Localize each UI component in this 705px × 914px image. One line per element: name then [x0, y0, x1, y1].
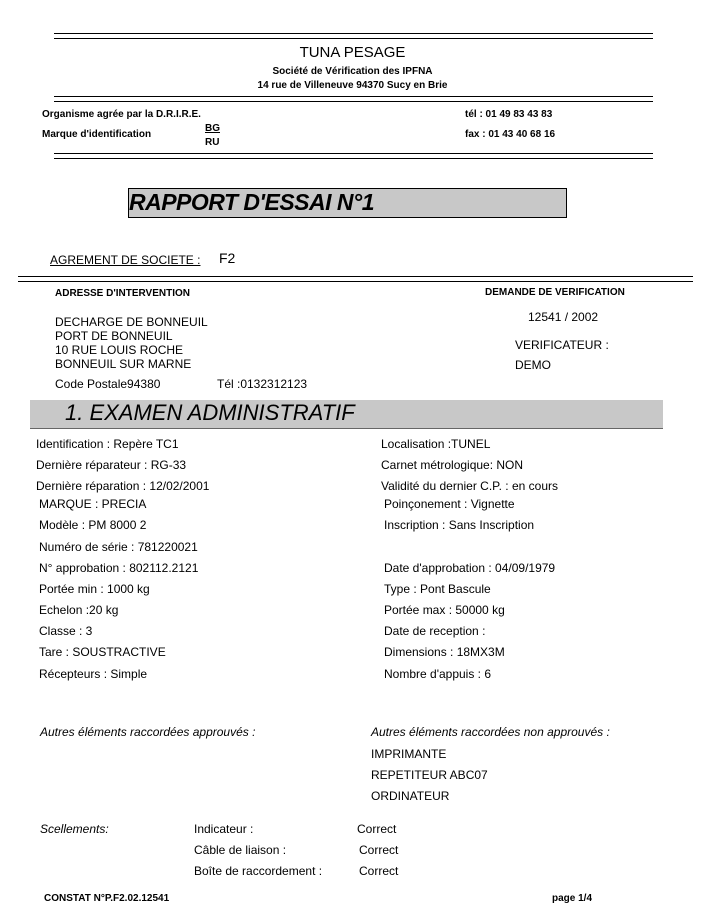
- marque-code-top: BG: [205, 123, 220, 134]
- field-modele: Modèle : PM 8000 2: [39, 518, 147, 532]
- agrement-label: AGREMENT DE SOCIETE :: [50, 253, 201, 267]
- scellement-cable: Câble de liaison :: [194, 843, 287, 857]
- scellement-indicateur-status: Correct: [357, 822, 397, 836]
- autres-item-ordinateur: ORDINATEUR: [371, 789, 450, 803]
- field-recepteurs: Récepteurs : Simple: [39, 667, 148, 681]
- intervention-line-2: PORT DE BONNEUIL: [55, 329, 173, 343]
- field-derniere-reparation: Dernière réparation : 12/02/2001: [36, 479, 210, 493]
- agrement-value: F2: [219, 250, 236, 266]
- demande-label: DEMANDE DE VERIFICATION: [485, 287, 625, 298]
- field-numero-approbation: N° approbation : 802112.2121: [39, 561, 199, 575]
- section-title: 1. EXAMEN ADMINISTRATIF: [65, 400, 355, 425]
- autres-item-imprimante: IMPRIMANTE: [371, 747, 447, 761]
- field-portee-max: Portée max : 50000 kg: [384, 603, 505, 617]
- fax: fax : 01 43 40 68 16: [465, 129, 556, 140]
- footer-constat: CONSTAT N°P.F2.02.12541: [44, 893, 170, 904]
- report-title: RAPPORT D'ESSAI N°1: [129, 189, 375, 215]
- intervention-line-4: BONNEUIL SUR MARNE: [55, 357, 192, 371]
- intervention-tel: Tél :0132312123: [217, 377, 308, 391]
- footer-page: page 1/4: [552, 893, 593, 904]
- header-rule-bottom: [54, 153, 653, 159]
- organisme-label: Organisme agrée par la D.R.I.R.E.: [42, 109, 201, 120]
- field-type: Type : Pont Bascule: [384, 582, 491, 596]
- header-rule-top: [54, 33, 653, 39]
- field-date-reception: Date de reception :: [384, 624, 486, 638]
- scellement-cable-status: Correct: [359, 843, 399, 857]
- intervention-line-1: DECHARGE DE BONNEUIL: [55, 315, 208, 329]
- intervention-line-3: 10 RUE LOUIS ROCHE: [55, 343, 184, 357]
- field-marque: MARQUE : PRECIA: [39, 497, 147, 511]
- company-address: 14 rue de Villeneuve 94370 Sucy en Brie: [257, 80, 448, 91]
- field-poinconnement: Poinçonement : Vignette: [384, 497, 515, 511]
- field-portee-min: Portée min : 1000 kg: [39, 582, 150, 596]
- field-dimensions: Dimensions : 18MX3M: [384, 645, 505, 659]
- verificateur-label: VERIFICATEUR :: [515, 338, 609, 352]
- field-nombre-appuis: Nombre d'appuis : 6: [384, 667, 492, 681]
- field-validite-cp: Validité du dernier C.P. : en cours: [381, 479, 558, 493]
- field-inscription: Inscription : Sans Inscription: [384, 518, 535, 532]
- scellements-label: Scellements:: [40, 822, 109, 836]
- scellement-boite: Boîte de raccordement :: [194, 864, 323, 878]
- intervention-postal: Code Postale94380: [55, 377, 161, 391]
- autres-item-repetiteur: REPETITEUR ABC07: [371, 768, 488, 782]
- verificateur-value: DEMO: [515, 358, 551, 372]
- company-subtitle: Société de Vérification des IPFNA: [272, 66, 433, 77]
- section-examen-administratif: [30, 400, 663, 429]
- marque-label: Marque d'identification: [42, 129, 152, 140]
- field-echelon: Echelon :20 kg: [39, 603, 119, 617]
- agrement-rule: [18, 276, 693, 282]
- field-numero-serie: Numéro de série : 781220021: [39, 540, 198, 554]
- field-dernier-reparateur: Dernière réparateur : RG-33: [36, 458, 187, 472]
- company-name: TUNA PESAGE: [299, 44, 406, 61]
- autres-non-approuves-label: Autres éléments raccordées non approuvés :: [371, 725, 610, 739]
- field-tare: Tare : SOUSTRACTIVE: [39, 645, 166, 659]
- scellement-boite-status: Correct: [359, 864, 399, 878]
- field-classe: Classe : 3: [39, 624, 93, 638]
- field-carnet-metrologique: Carnet métrologique: NON: [381, 458, 524, 472]
- scellement-indicateur: Indicateur :: [194, 822, 254, 836]
- header-rule-middle: [54, 96, 653, 102]
- intervention-label: ADRESSE D'INTERVENTION: [55, 288, 190, 299]
- field-identification: Identification : Repère TC1: [36, 437, 179, 451]
- autres-approuves-label: Autres éléments raccordées approuvés :: [40, 725, 256, 739]
- telephone: tél : 01 49 83 43 83: [465, 109, 553, 120]
- field-date-approbation: Date d'approbation : 04/09/1979: [384, 561, 556, 575]
- demande-number: 12541 / 2002: [528, 310, 599, 324]
- report-title-box: [128, 188, 567, 218]
- marque-code-bottom: RU: [205, 137, 220, 148]
- field-localisation: Localisation :TUNEL: [381, 437, 491, 451]
